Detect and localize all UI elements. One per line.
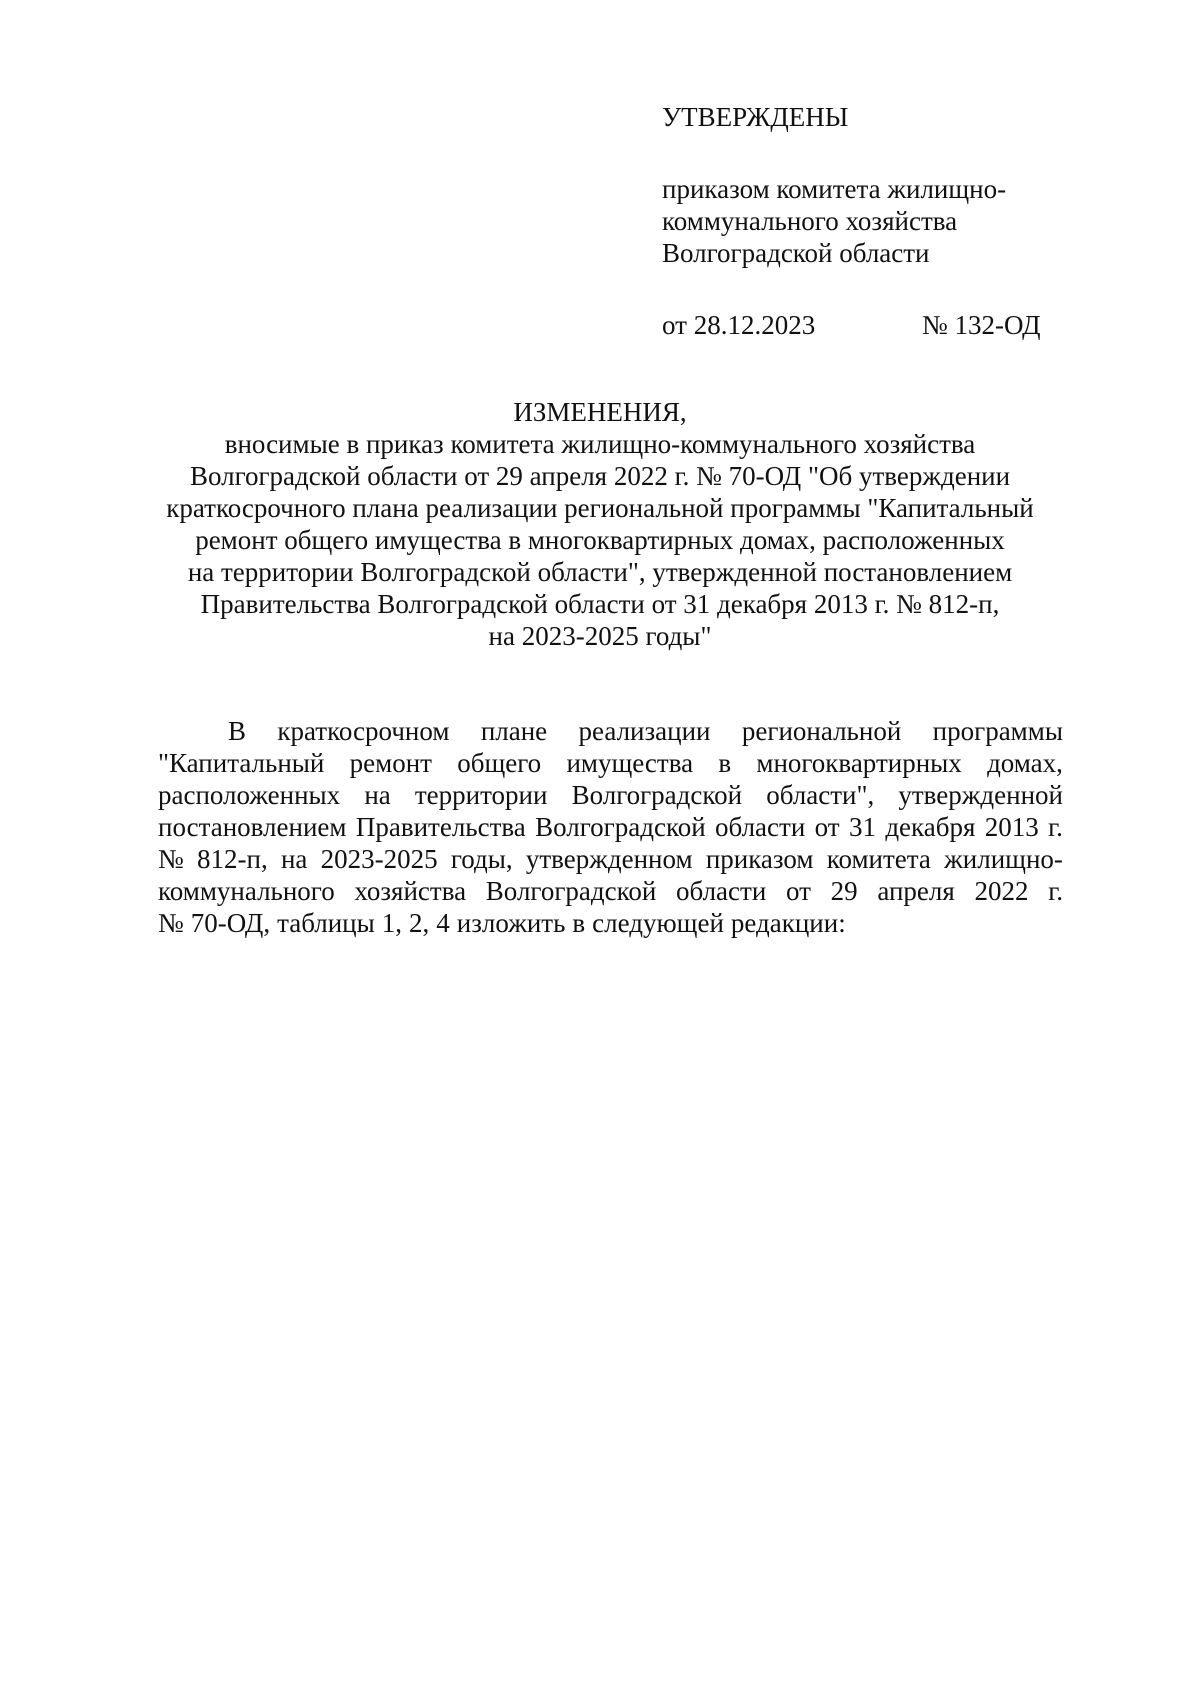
body-word: следующей [592, 908, 724, 938]
body-word: региональной [741, 716, 902, 746]
body-line [158, 843, 1063, 875]
body-word: краткосрочном [277, 716, 450, 746]
title-line: на территории Волгоградской области", утвержденной постановлением [187, 557, 1013, 587]
body-word: реализации [578, 716, 711, 746]
body-word: 70-ОД, [190, 908, 271, 938]
body-word: имущества [566, 748, 694, 778]
approval-issuer [662, 173, 1082, 269]
body-word: В [228, 716, 247, 746]
body-word: редакции: [730, 908, 846, 938]
approval-issuer-line: коммунального хозяйства [662, 206, 958, 236]
approval-date: от 28.12.2023 [662, 310, 816, 340]
approval-issuer-line: Волгоградской области [662, 238, 930, 268]
body-word: таблицы [277, 908, 375, 938]
body-word: области [715, 812, 806, 842]
title-line: Правительства Волгоградской области от 31 декабря 2013 г. № 812-п, [200, 589, 1000, 619]
body-line [158, 907, 1063, 939]
body-word: 2, [409, 908, 430, 938]
title-line: краткосрочного плана реализации региональной программы "Капитальный [166, 493, 1034, 523]
body-word: изложить [456, 908, 566, 938]
body-word: на [280, 844, 308, 874]
body-word: общего [457, 748, 542, 778]
body-word: декабря [885, 812, 976, 842]
body-word: утвержденной [898, 780, 1063, 810]
approval-heading: УТВЕРЖДЕНЫ [662, 102, 849, 132]
body-word: программы [932, 716, 1063, 746]
body-word: г. [1048, 812, 1063, 842]
body-word: расположенных [158, 780, 341, 810]
title-heading: ИЗМЕНЕНИЯ, [513, 397, 687, 427]
body-line [158, 779, 1063, 811]
document-title [150, 396, 1050, 652]
body-word: Правительства [355, 812, 526, 842]
body-word: комитета [826, 844, 931, 874]
body-word: 812-п, [197, 844, 268, 874]
approval-number: № 132-ОД [922, 310, 1041, 340]
body-word: утвержденном [525, 844, 693, 874]
body-word: № [158, 908, 184, 938]
body-word: ремонт [349, 748, 432, 778]
title-line: ремонт общего имущества в многоквартирных домах, расположенных [195, 525, 1005, 555]
title-line: Волгоградской области от 29 апреля 2022 г. № 70-ОД "Об утверждении [189, 461, 1011, 491]
body-paragraph [158, 715, 1063, 939]
approval-date-row [662, 309, 1082, 341]
body-word: от [785, 876, 811, 906]
body-word: апреля [877, 876, 955, 906]
approval-issuer-line: приказом комитета жилищно- [662, 174, 1007, 204]
body-word: 31 [848, 812, 876, 842]
body-word: домах, [987, 748, 1063, 778]
title-line: вносимые в приказ комитета жилищно-коммунального хозяйства [224, 429, 976, 459]
body-word: "Капитальный [158, 748, 325, 778]
body-word: в [718, 748, 732, 778]
body-word: Волгоградской [485, 876, 657, 906]
body-word: 4 [436, 908, 450, 938]
body-word: на [364, 780, 391, 810]
body-word: 2023-2025 [320, 844, 438, 874]
body-word: приказом [705, 844, 814, 874]
body-line [158, 875, 1063, 907]
approval-block [662, 101, 1082, 341]
body-line [158, 747, 1063, 779]
body-word: г. [1048, 876, 1063, 906]
body-word: от [814, 812, 840, 842]
body-line [158, 811, 1063, 843]
body-word: многоквартирных [756, 748, 962, 778]
body-word: жилищно- [944, 844, 1063, 874]
body-word: постановлением [158, 812, 347, 842]
body-word: территории [414, 780, 548, 810]
title-line: на 2023-2025 годы" [488, 621, 712, 651]
body-word: области [676, 876, 767, 906]
body-word: плане [480, 716, 548, 746]
body-word: коммунального [158, 876, 335, 906]
body-line [158, 715, 1063, 747]
body-word: № [158, 844, 184, 874]
body-word: 2022 [974, 876, 1029, 906]
body-word: годы, [450, 844, 513, 874]
body-word: 2013 [984, 812, 1039, 842]
body-word: Волгоградской [571, 780, 743, 810]
body-word: области", [766, 780, 875, 810]
body-word: 29 [830, 876, 858, 906]
body-word: 1, [381, 908, 403, 938]
body-word: хозяйства [354, 876, 467, 906]
body-word: в [572, 908, 586, 938]
body-word: Волгоградской [535, 812, 706, 842]
